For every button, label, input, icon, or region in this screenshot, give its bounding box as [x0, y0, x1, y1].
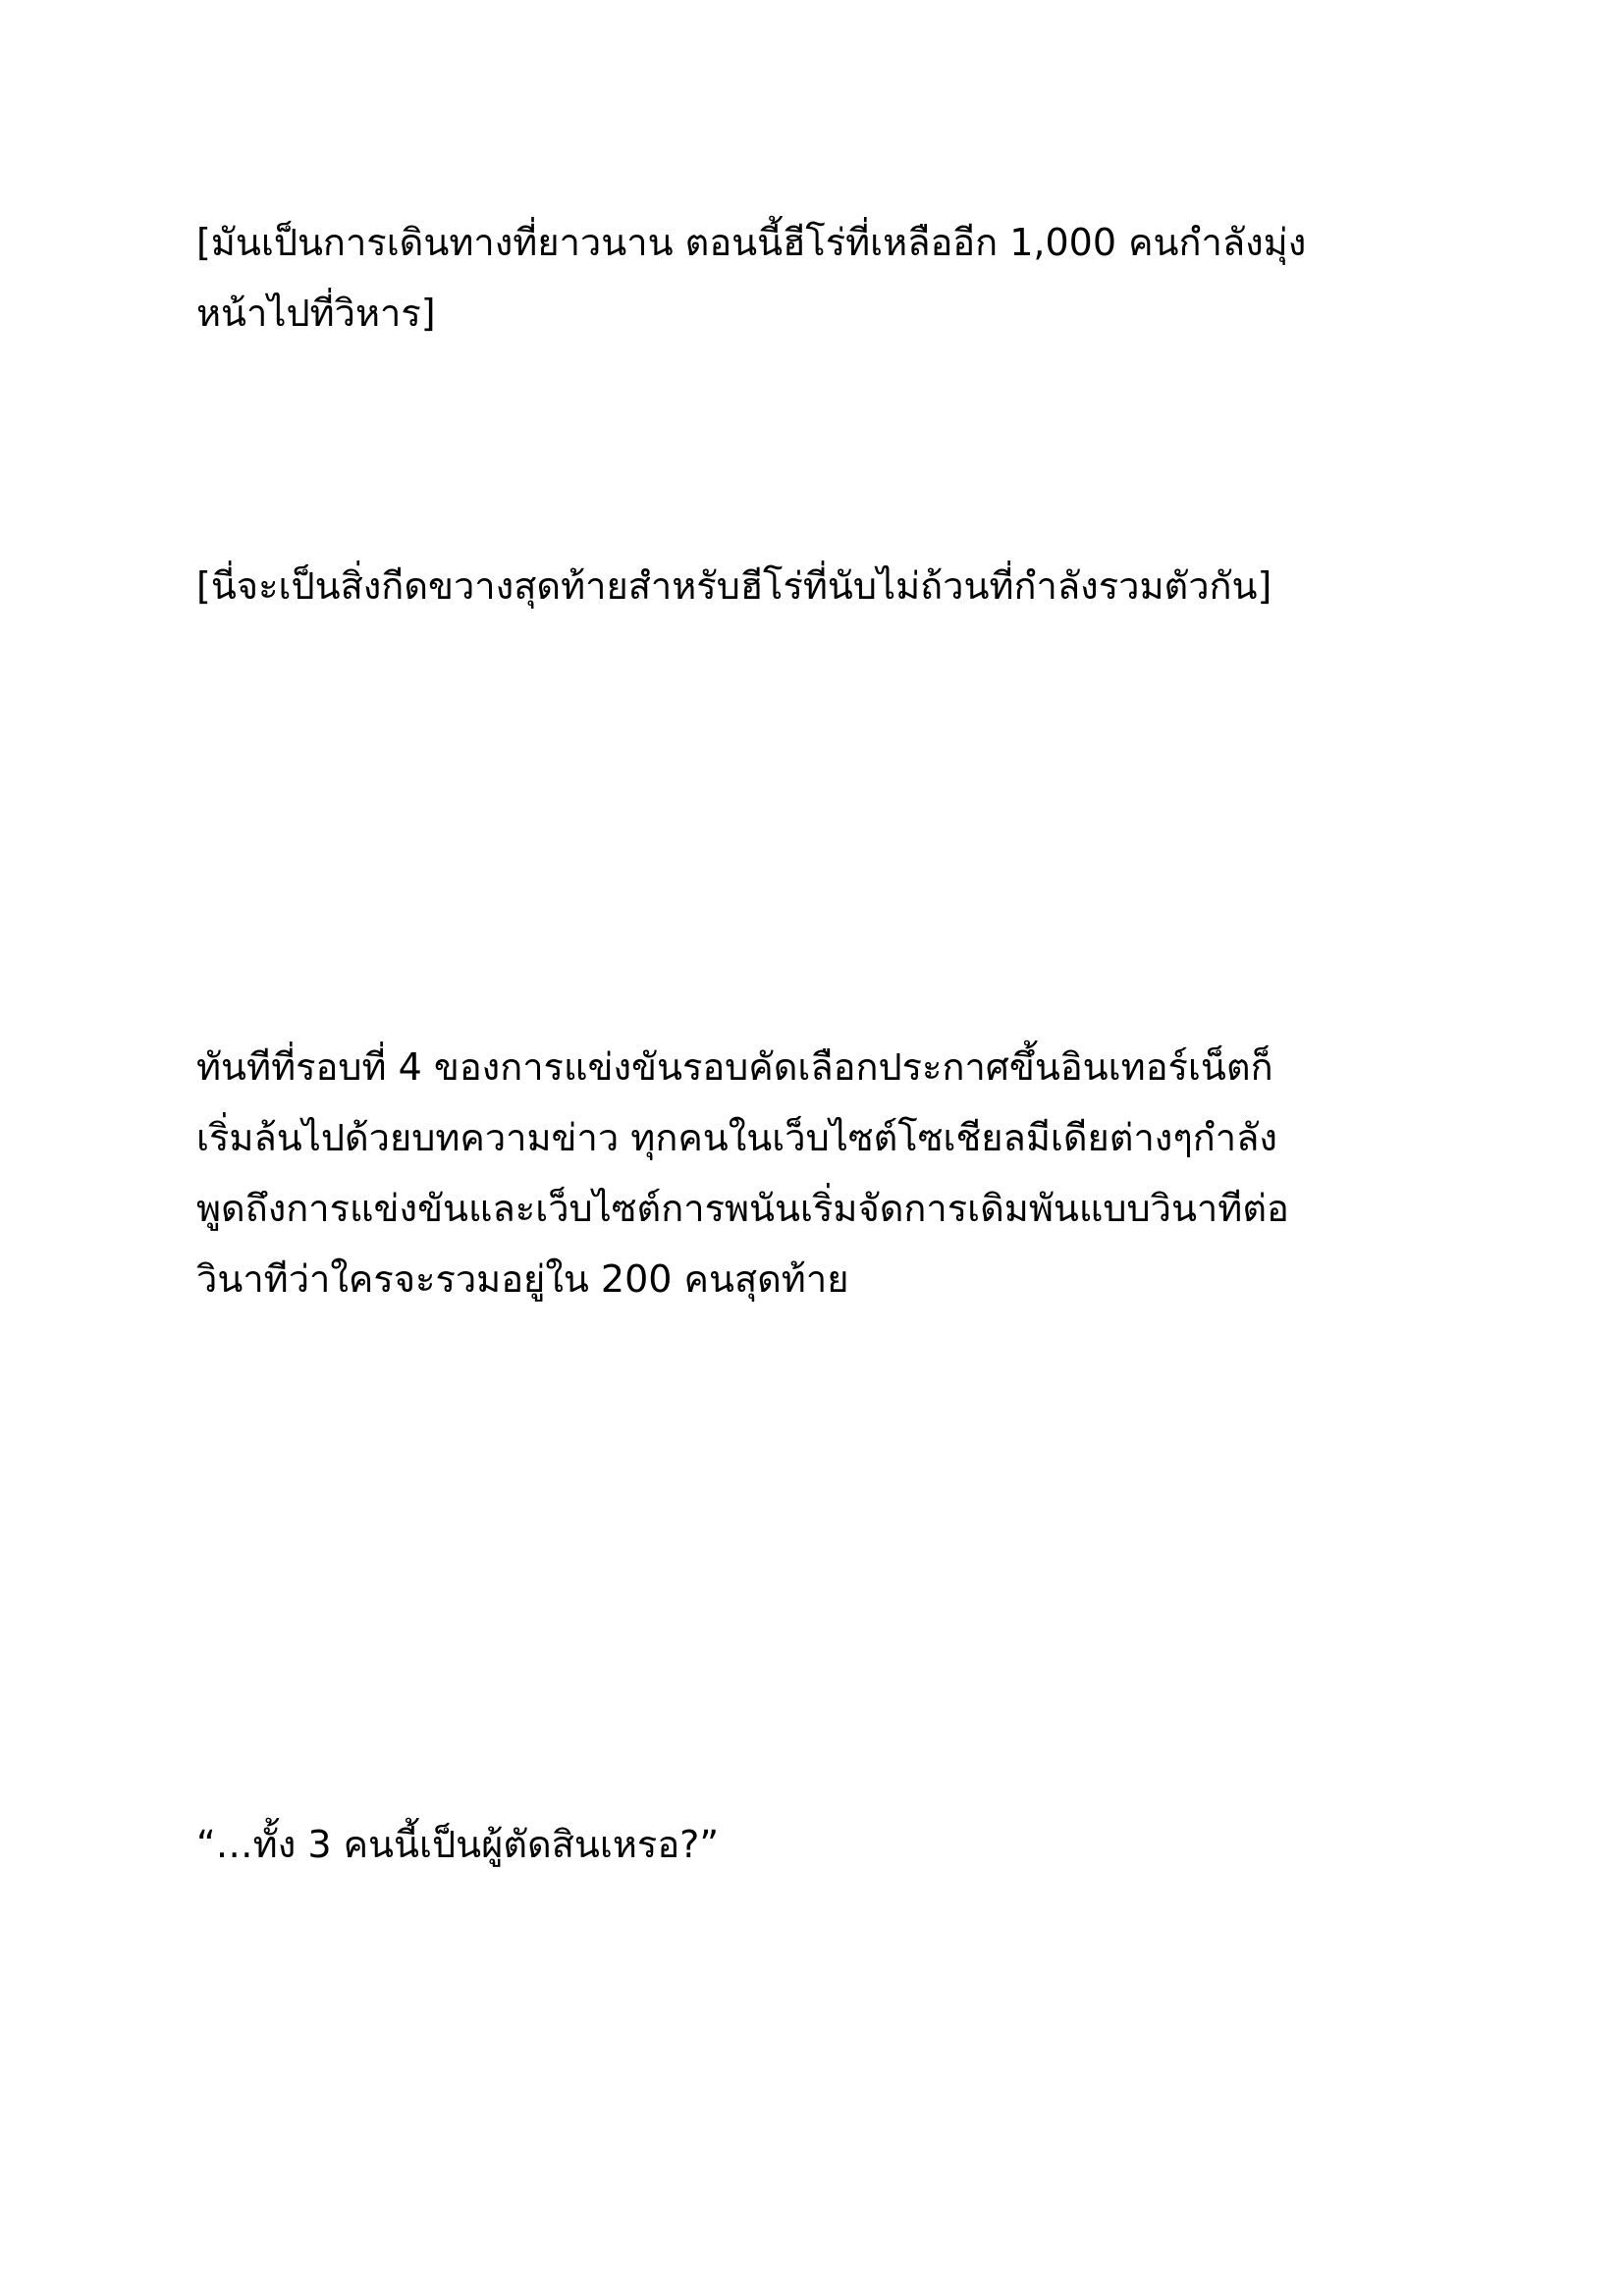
text-line: เริ่มล้นไปด้วยบทความข่าว ทุกคนในเว็บไซต์โซเชียลมีเดียต่างๆกำลัง [196, 1116, 1277, 1159]
text-line: หน้าไปที่วิหาร] [196, 292, 436, 335]
paragraph-news [196, 1032, 1463, 1314]
paragraph-narration-journey [196, 207, 1463, 348]
text-line: วินาทีว่าใครจะรวมอยู่ใน 200 คนสุดท้าย [196, 1257, 849, 1301]
paragraph-narration-obstacle [196, 551, 1463, 621]
text-line: ทันทีที่รอบที่ 4 ของการแข่งขันรอบคัดเลือกประกาศขึ้นอินเทอร์เน็ตก็ [196, 1045, 1273, 1089]
text-line: [มันเป็นการเดินทางที่ยาวนาน ตอนนี้ฮีโร่ที่เหลืออีก 1,000 คนกำลังมุ่ง [196, 221, 1307, 264]
paragraph-dialogue [196, 1809, 1463, 1880]
text-line: [นี่จะเป็นสิ่งกีดขวางสุดท้ายสำหรับฮีโร่ที่นับไม่ถ้วนที่กำลังรวมตัวกัน] [196, 564, 1272, 608]
text-line: พูดถึงการแข่งขันและเว็บไซต์การพนันเริ่มจัดการเดิมพันแบบวินาทีต่อ [196, 1187, 1289, 1230]
text-line: “…ทั้ง 3 คนนี้เป็นผู้ตัดสินเหรอ?” [196, 1823, 719, 1866]
